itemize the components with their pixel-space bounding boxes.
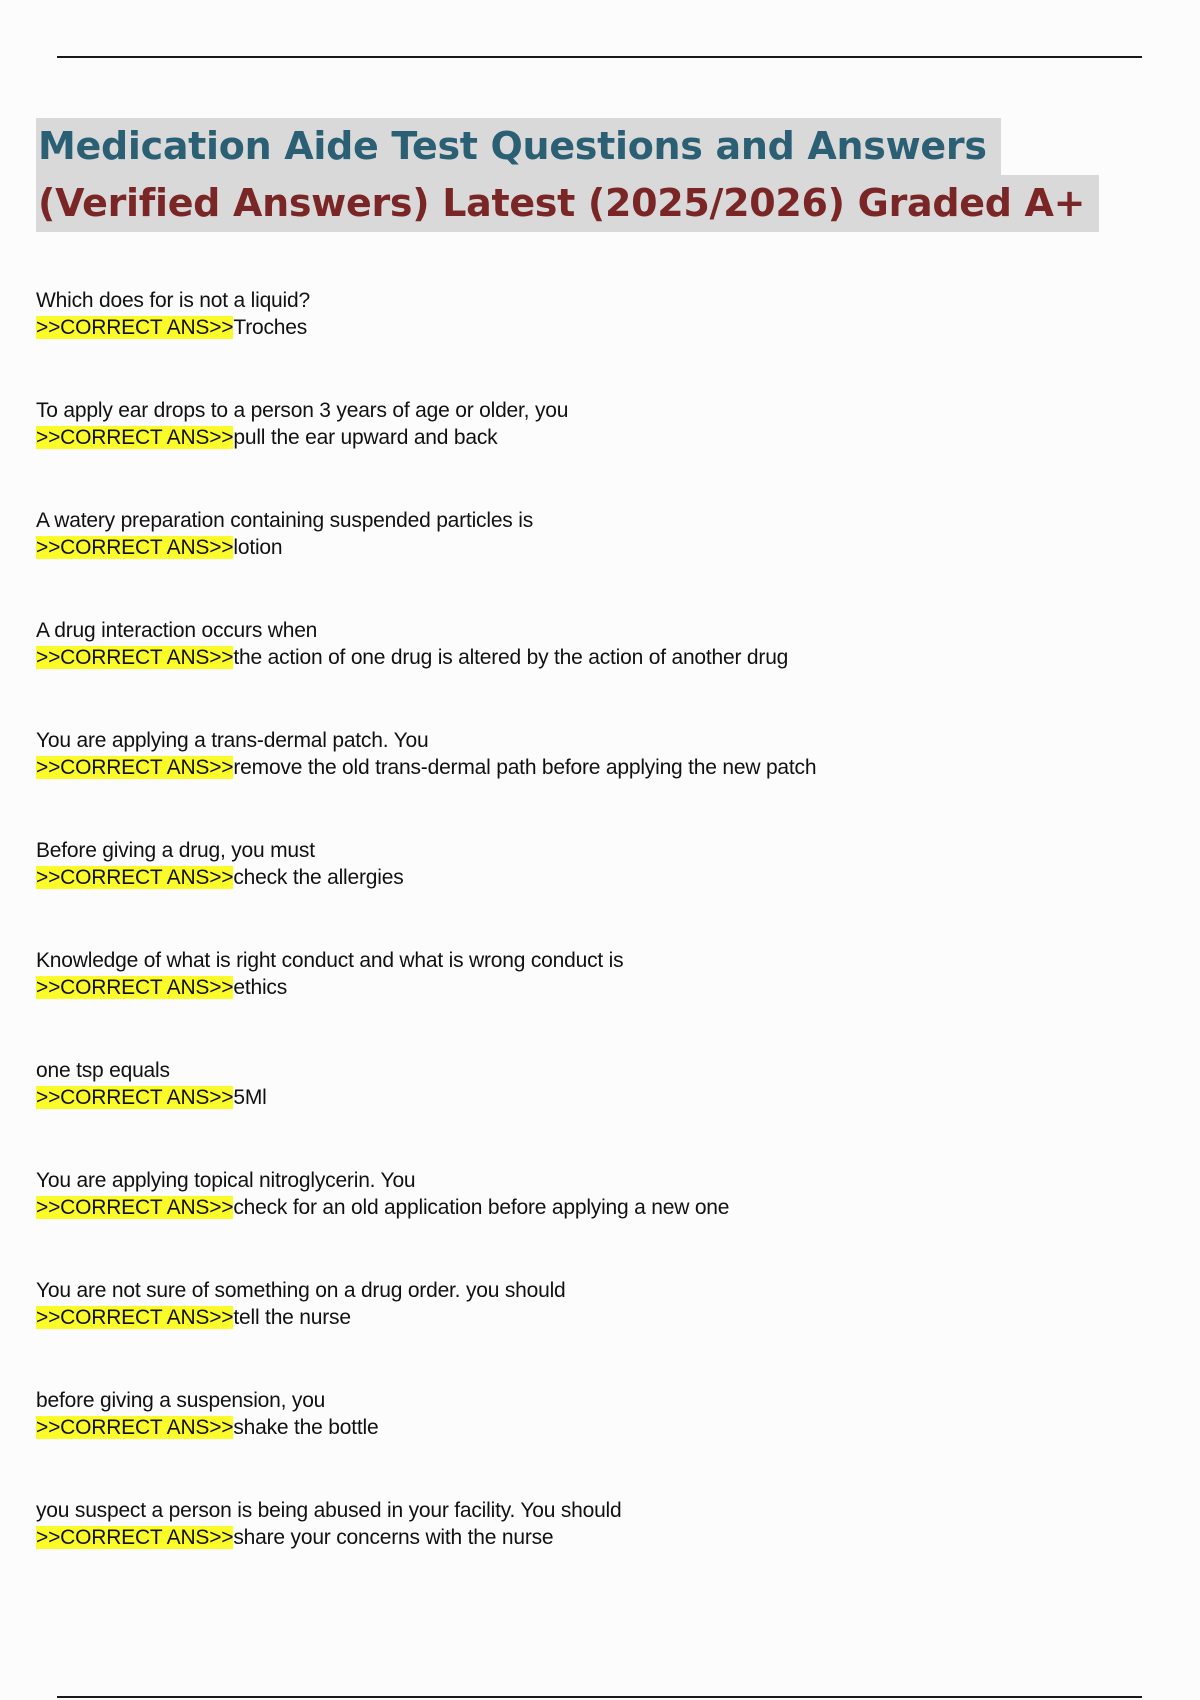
qa-item <box>36 1277 1156 1387</box>
correct-answer-label: >>CORRECT ANS>> <box>36 426 234 449</box>
answer-text: pull the ear upward and back <box>233 426 498 449</box>
bottom-rule <box>57 1696 1142 1698</box>
question-text: A drug interaction occurs when <box>36 619 318 642</box>
answer-text: check the allergies <box>233 866 404 889</box>
answer-line <box>36 1524 1156 1551</box>
answer-line <box>36 864 1156 891</box>
correct-answer-label: >>CORRECT ANS>> <box>36 1526 234 1549</box>
document-title <box>36 118 1186 232</box>
question-text: you suspect a person is being abused in your facility. You should <box>36 1499 622 1522</box>
answer-text: lotion <box>233 536 283 559</box>
answer-line <box>36 1414 1156 1441</box>
top-rule <box>57 56 1142 58</box>
question-text: Knowledge of what is right conduct and what is wrong conduct is <box>36 949 624 972</box>
question-text: To apply ear drops to a person 3 years of age or older, you <box>36 399 569 422</box>
correct-answer-label: >>CORRECT ANS>> <box>36 976 234 999</box>
answer-line <box>36 1194 1156 1221</box>
correct-answer-label: >>CORRECT ANS>> <box>36 756 234 779</box>
question-text: Which does for is not a liquid? <box>36 289 310 312</box>
qa-item <box>36 287 1156 397</box>
answer-text: tell the nurse <box>233 1306 351 1329</box>
qa-item <box>36 1387 1156 1497</box>
answer-line <box>36 974 1156 1001</box>
question-text: You are applying topical nitroglycerin. You <box>36 1169 416 1192</box>
correct-answer-label: >>CORRECT ANS>> <box>36 1416 234 1439</box>
correct-answer-label: >>CORRECT ANS>> <box>36 646 234 669</box>
answer-line <box>36 644 1156 671</box>
answer-text: Troches <box>233 316 308 339</box>
answer-line <box>36 314 1156 341</box>
title-line-2: (Verified Answers) Latest (2025/2026) Graded A+ <box>36 175 1099 232</box>
answer-text: shake the bottle <box>233 1416 379 1439</box>
answer-line <box>36 424 1156 451</box>
question-text: A watery preparation containing suspended particles is <box>36 509 534 532</box>
qa-item <box>36 617 1156 727</box>
correct-answer-label: >>CORRECT ANS>> <box>36 1306 234 1329</box>
correct-answer-label: >>CORRECT ANS>> <box>36 536 234 559</box>
qa-item <box>36 947 1156 1057</box>
answer-line <box>36 1304 1156 1331</box>
answer-text: 5Ml <box>233 1086 267 1109</box>
answer-text: the action of one drug is altered by the action of another drug <box>233 646 789 669</box>
qa-item <box>36 397 1156 507</box>
correct-answer-label: >>CORRECT ANS>> <box>36 866 234 889</box>
title-line-1: Medication Aide Test Questions and Answers <box>36 118 1001 175</box>
question-text: one tsp equals <box>36 1059 170 1082</box>
qa-item <box>36 1057 1156 1167</box>
correct-answer-label: >>CORRECT ANS>> <box>36 1086 234 1109</box>
question-text: You are not sure of something on a drug order. you should <box>36 1279 566 1302</box>
correct-answer-label: >>CORRECT ANS>> <box>36 1196 234 1219</box>
qa-item <box>36 507 1156 617</box>
question-text: You are applying a trans-dermal patch. You <box>36 729 429 752</box>
answer-text: remove the old trans-dermal path before applying the new patch <box>233 756 817 779</box>
answer-text: share your concerns with the nurse <box>233 1526 554 1549</box>
qa-item <box>36 1167 1156 1277</box>
qa-item <box>36 837 1156 947</box>
question-text: Before giving a drug, you must <box>36 839 315 862</box>
correct-answer-label: >>CORRECT ANS>> <box>36 316 234 339</box>
answer-line <box>36 754 1156 781</box>
qa-item <box>36 1497 1156 1607</box>
answer-text: check for an old application before applying a new one <box>233 1196 730 1219</box>
qa-list <box>36 287 1156 1607</box>
answer-line <box>36 534 1156 561</box>
qa-item <box>36 727 1156 837</box>
question-text: before giving a suspension, you <box>36 1389 326 1412</box>
answer-text: ethics <box>233 976 288 999</box>
answer-line <box>36 1084 1156 1111</box>
